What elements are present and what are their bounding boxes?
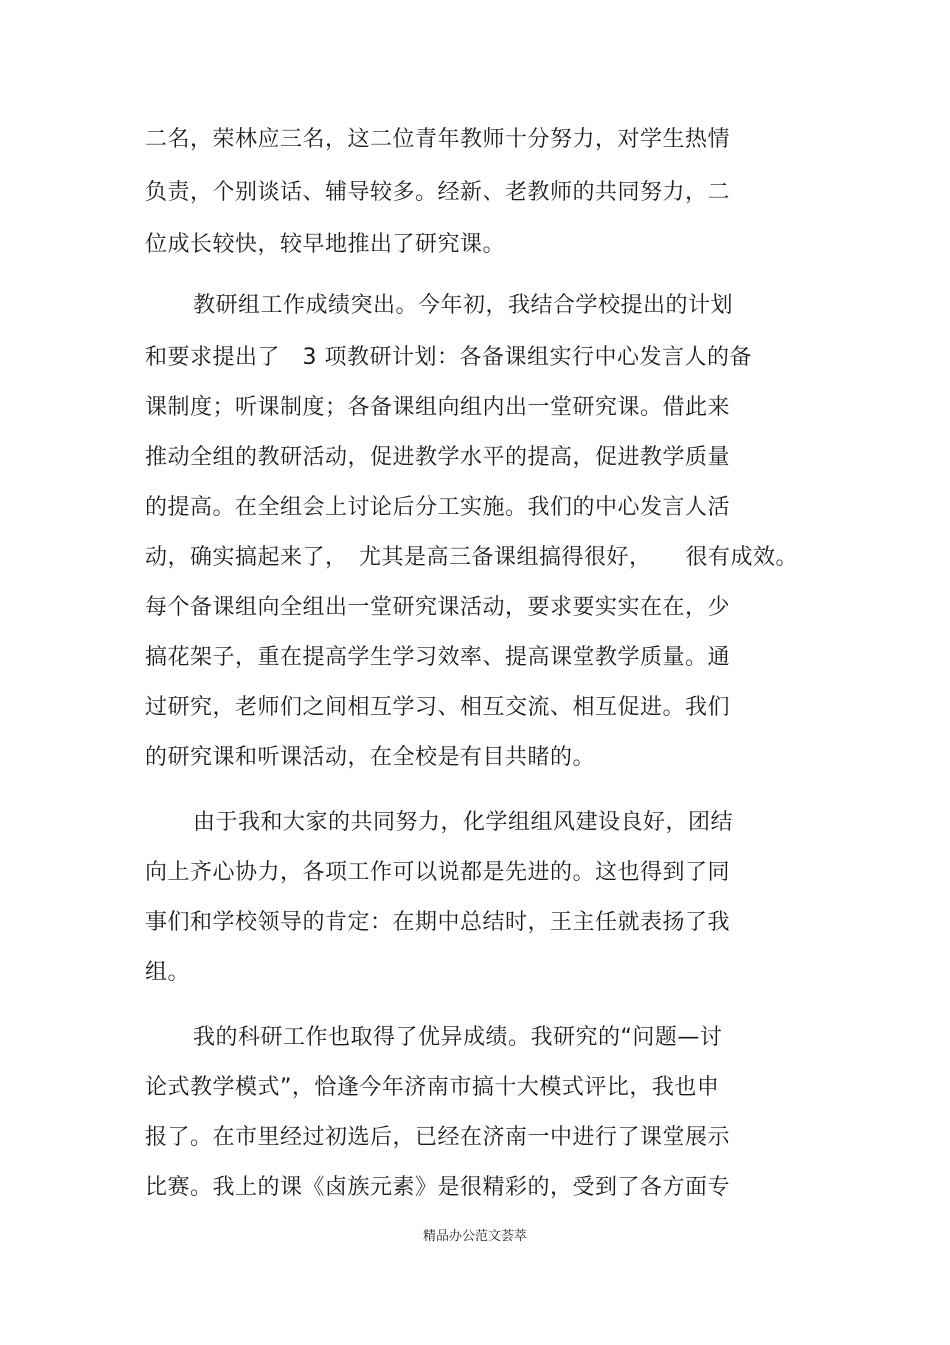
paragraph-2-line-5: 的提高。在全组会上讨论后分工实施。我们的中心发言人活 bbox=[145, 495, 731, 520]
paragraph-3-line-3: 事们和学校领导的肯定：在期中总结时，王主任就表扬了我 bbox=[145, 910, 731, 935]
paragraph-3-line-4: 组。 bbox=[145, 960, 191, 985]
paragraph-2-line-6: 动，确实搞起来了， 尤其是高三备课组搞得很好， 很有成效。 bbox=[145, 545, 799, 570]
paragraph-2-line-4: 推动全组的教研活动，促进教学水平的提高，促进教学质量 bbox=[145, 445, 731, 470]
paragraph-3-line-1: 由于我和大家的共同努力，化学组组风建设良好，团结 bbox=[193, 810, 734, 835]
paragraph-4-line-3: 报了。在市里经过初选后，已经在济南一中进行了课堂展示 bbox=[145, 1125, 731, 1150]
paragraph-2-line-2: 和要求提出了 3 项教研计划：各备课组实行中心发言人的备 bbox=[145, 345, 752, 370]
paragraph-2-line-9: 过研究，老师们之间相互学习、相互交流、相互促进。我们 bbox=[145, 695, 731, 720]
paragraph-2-line-3: 课制度；听课制度；各备课组向组内出一堂研究课。借此来 bbox=[145, 395, 731, 420]
paragraph-4-line-2: 论式教学模式”，恰逢今年济南市搞十大模式评比，我也申 bbox=[145, 1075, 720, 1100]
paragraph-4-line-1: 我的科研工作也取得了优异成绩。我研究的“问题—讨 bbox=[193, 1025, 723, 1050]
paragraph-4-line-4: 比赛。我上的课《卤族元素》是很精彩的，受到了各方面专 bbox=[145, 1175, 731, 1200]
paragraph-3-line-2: 向上齐心协力，各项工作可以说都是先进的。这也得到了同 bbox=[145, 860, 731, 885]
paragraph-2-line-7: 每个备课组向全组出一堂研究课活动，要求要实实在在，少 bbox=[145, 595, 731, 620]
paragraph-1-line-3: 位成长较快，较早地推出了研究课。 bbox=[145, 232, 506, 257]
paragraph-2-line-10: 的研究课和听课活动，在全校是有目共睹的。 bbox=[145, 745, 596, 770]
paragraph-1-line-2: 负责，个别谈话、辅导较多。经新、老教师的共同努力，二 bbox=[145, 180, 731, 205]
paragraph-2-line-1: 教研组工作成绩突出。今年初，我结合学校提出的计划 bbox=[193, 293, 734, 318]
paragraph-2-line-8: 搞花架子，重在提高学生学习效率、提高课堂教学质量。通 bbox=[145, 645, 731, 670]
paragraph-1-line-1: 二名，荣林应三名，这二位青年教师十分努力，对学生热情 bbox=[145, 127, 731, 152]
page-footer: 精品办公范文荟萃 bbox=[422, 1229, 527, 1244]
